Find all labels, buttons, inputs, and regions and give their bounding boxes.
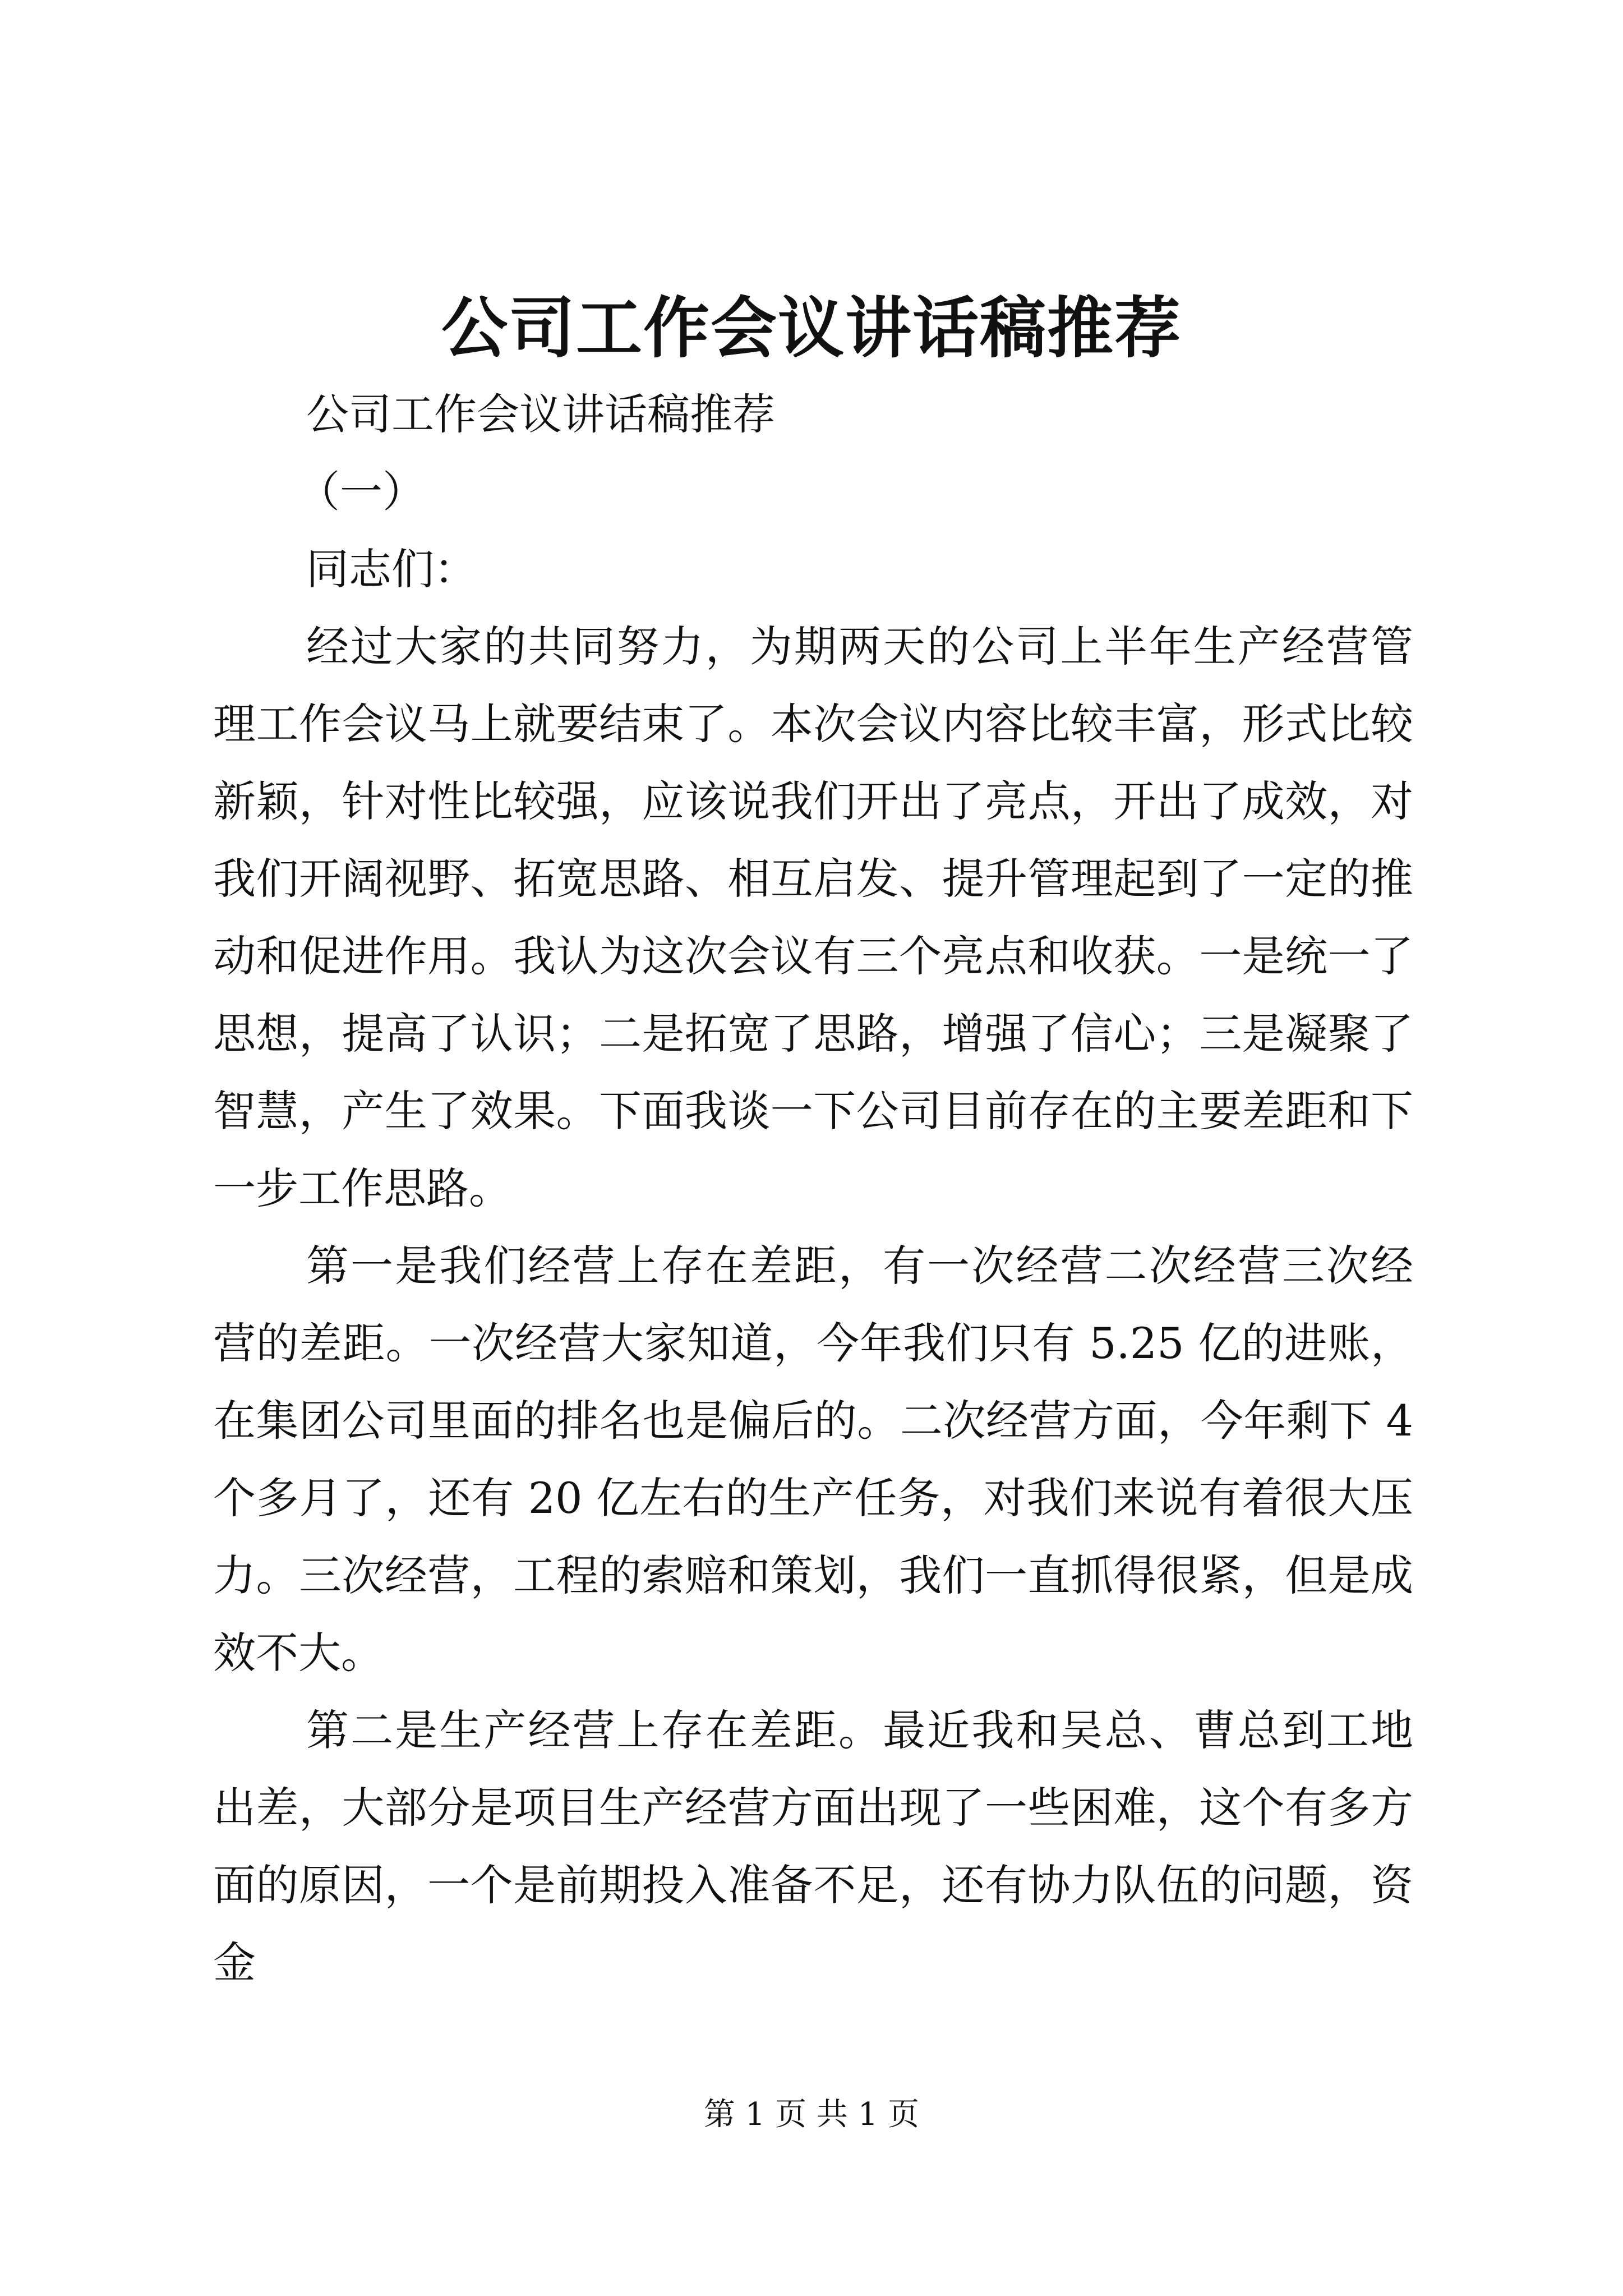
- document-body: [213, 376, 1413, 2001]
- salutation: 同志们：: [306, 544, 477, 594]
- document-subtitle: 公司工作会议讲话稿推荐: [306, 389, 775, 439]
- section-number: （一）: [297, 467, 425, 517]
- page-footer: 第 1 页 共 1 页: [703, 2096, 920, 2133]
- paragraph-2: 第一是我们经营上存在差距，有一次经营二次经营三次经营的差距。一次经营大家知道，今年我们只有 5.25 亿的进账，在集团公司里面的排名也是偏后的。二次经营方面，今年剩下 4 个多月了，还有 20 亿左右的生产任务，对我们来说有着很大压力。三次经营，工程的索赔和策划，我们一直抓得很紧，但是成效不大。: [213, 1241, 1413, 1678]
- paragraph-3: 第二是生产经营上存在差距。最近我和吴总、曹总到工地出差，大部分是项目生产经营方面出现了一些困难，这个有多方面的原因，一个是前期投入准备不足，还有协力队伍的问题，资金: [213, 1705, 1413, 1987]
- paragraph-1: 经过大家的共同努力，为期两天的公司上半年生产经营管理工作会议马上就要结束了。本次会议内容比较丰富，形式比较新颖，针对性比较强，应该说我们开出了亮点，开出了成效，对我们开阔视野、拓宽思路、相互启发、提升管理起到了一定的推动和促进作用。我认为这次会议有三个亮点和收获。一是统一了思想，提高了认识；二是拓宽了思路，增强了信心；三是凝聚了智慧，产生了效果。下面我谈一下公司目前存在的主要差距和下一步工作思路。: [213, 622, 1413, 1213]
- document-title: 公司工作会议讲话稿推荐: [441, 289, 1182, 367]
